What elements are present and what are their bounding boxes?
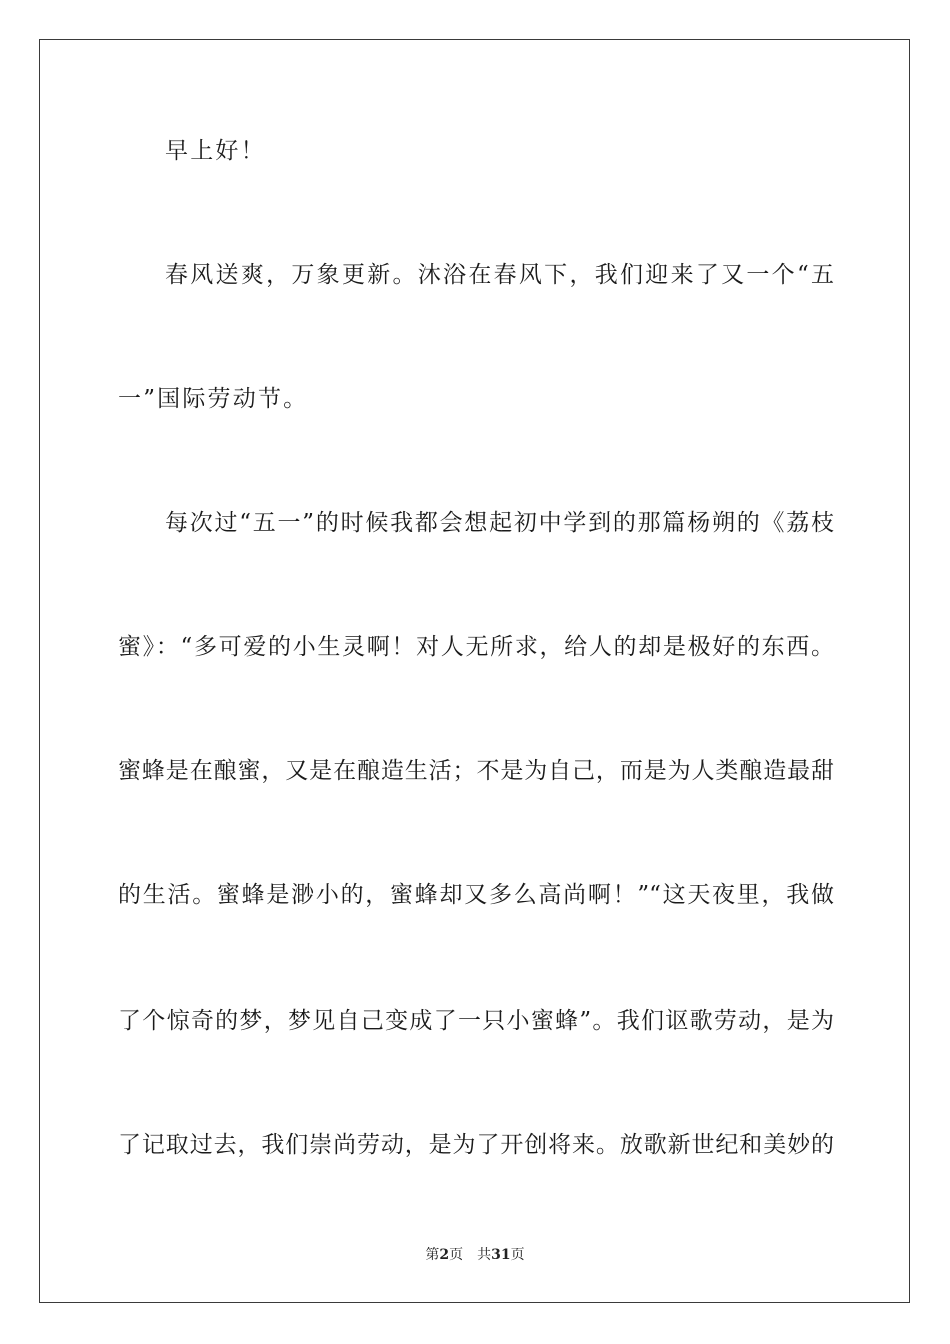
- page-prefix: 第: [425, 1247, 440, 1263]
- paragraph-2-line-5: 了个惊奇的梦，梦见自己变成了一只小蜜蜂”。我们讴歌劳动，是为: [118, 1008, 834, 1034]
- paragraph-2-line-1: 每次过“五一”的时候我都会想起初中学到的那篇杨朔的《荔枝: [165, 510, 834, 536]
- paragraph-1-line-2: 一”国际劳动节。: [118, 386, 309, 412]
- page-suffix: 页: [449, 1247, 464, 1263]
- paragraph-2-line-4: 的生活。蜜蜂是渺小的，蜜蜂却又多么高尚啊！”“这天夜里，我做: [118, 882, 834, 908]
- greeting-line: 早上好！: [165, 138, 266, 164]
- paragraph-2-line-2: 蜜》：“多可爱的小生灵啊！对人无所求，给人的却是极好的东西。: [118, 634, 834, 660]
- total-prefix: 共: [477, 1247, 492, 1263]
- page-number: 2: [439, 1247, 450, 1263]
- page-footer: [0, 1245, 950, 1265]
- page-border: [39, 39, 910, 1303]
- paragraph-2-line-3: 蜜蜂是在酿蜜，又是在酿造生活；不是为自己，而是为人类酿造最甜: [118, 758, 834, 784]
- total-pages: 31: [491, 1247, 511, 1263]
- total-suffix: 页: [510, 1247, 525, 1263]
- paragraph-1-line-1: 春风送爽，万象更新。沐浴在春风下，我们迎来了又一个“五: [165, 262, 834, 288]
- paragraph-2-line-6: 了记取过去，我们崇尚劳动，是为了开创将来。放歌新世纪和美妙的: [118, 1132, 834, 1158]
